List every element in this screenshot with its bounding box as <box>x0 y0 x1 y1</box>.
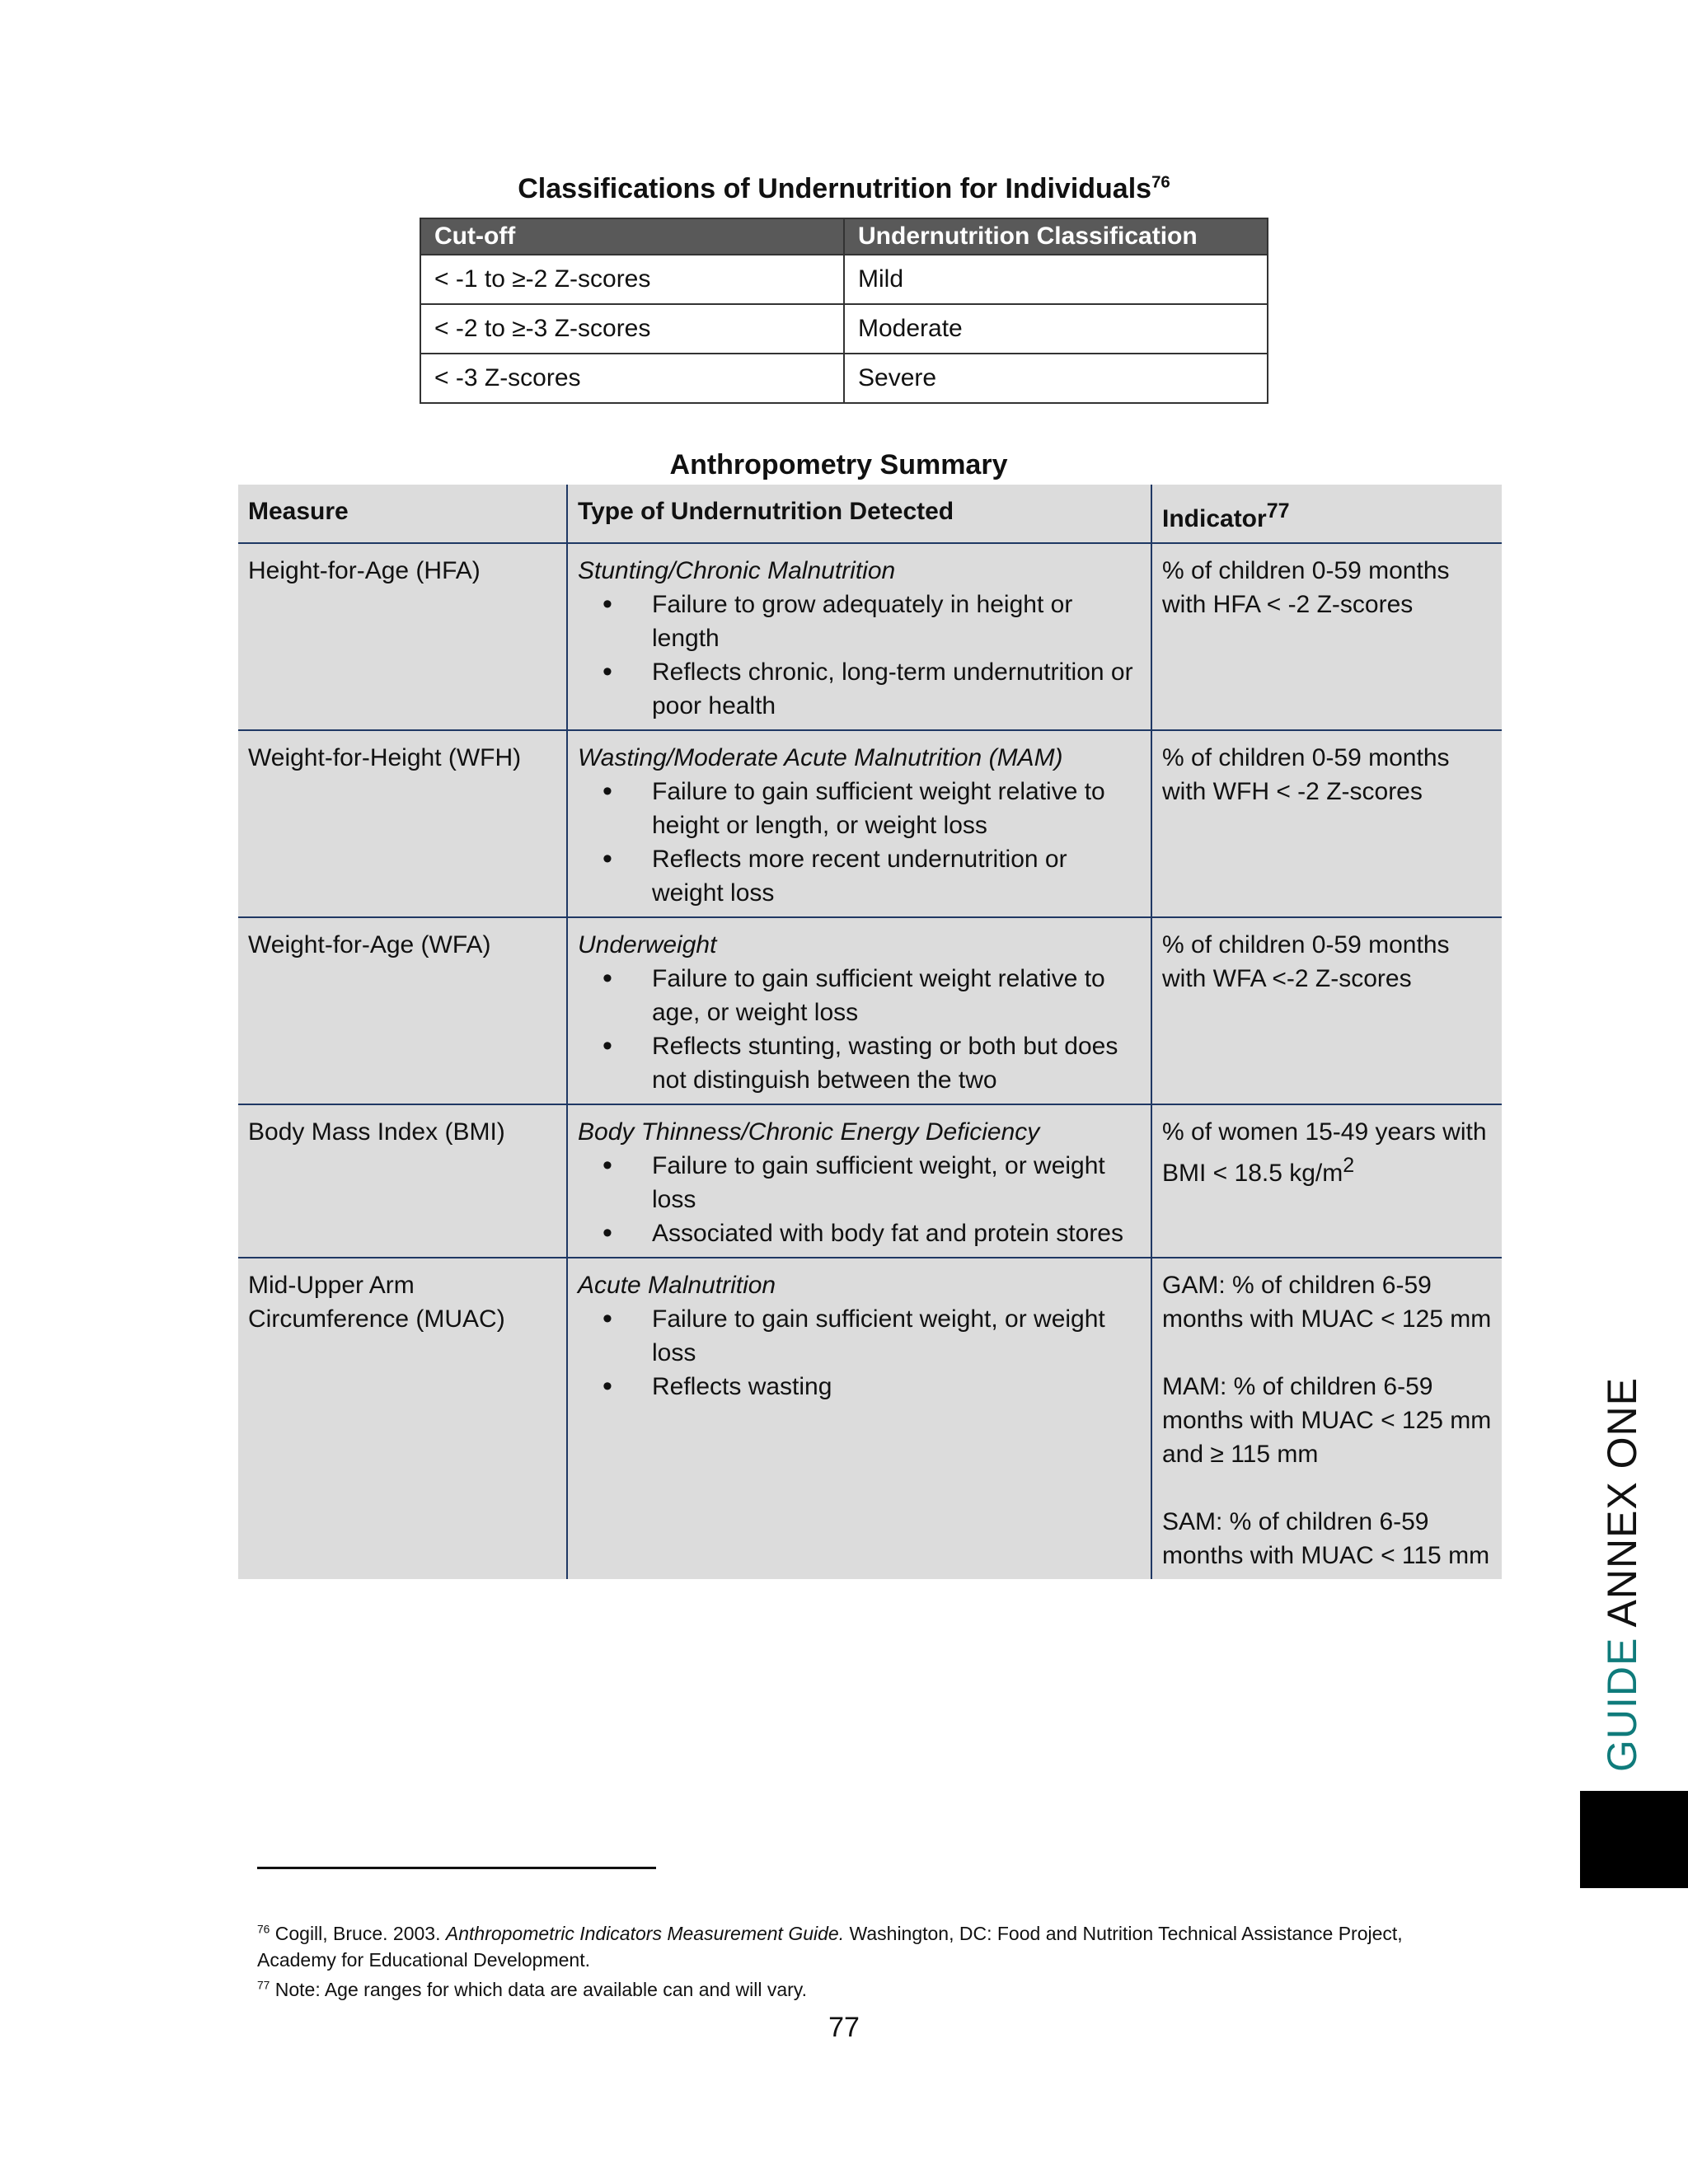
list-item: • Failure to grow adequately in height or length <box>578 588 1141 655</box>
type-cell <box>567 730 1151 917</box>
anthropometry-table-title: Anthropometry Summary <box>669 449 1008 480</box>
measure-cell: Weight-for-Age (WFA) <box>238 917 567 1104</box>
list-item: • Reflects stunting, wasting or both but does not distinguish between the two <box>578 1029 1141 1097</box>
header-indicator <box>1151 485 1502 543</box>
cutoff-cell: < -1 to ≥-2 Z-scores <box>420 255 844 304</box>
header-indicator-text: Indicator <box>1162 505 1267 532</box>
indicator-cell <box>1151 543 1502 730</box>
indicator-cell <box>1151 1104 1502 1258</box>
bullet-list <box>578 1149 1141 1250</box>
list-item: • Failure to gain sufficient weight, or weight loss <box>578 1302 1141 1370</box>
classifications-table-title <box>420 170 1268 208</box>
type-cell <box>567 1258 1151 1579</box>
type-cell <box>567 917 1151 1104</box>
undernutrition-type: Stunting/Chronic Malnutrition <box>578 557 896 584</box>
classification-cell: Severe <box>844 354 1268 403</box>
footnote-text-end: Washington, DC: Food and Nutrition Technical Assistance Project, Academy for Educational Development. <box>257 1923 1403 1971</box>
type-cell <box>567 543 1151 730</box>
table-row <box>420 354 1268 403</box>
undernutrition-type: Wasting/Moderate Acute Malnutrition (MAM) <box>578 744 1063 771</box>
footnote-number: 76 <box>257 1923 270 1936</box>
indicator-text-main: % of women 15-49 years with BMI < 18.5 kg/m <box>1162 1118 1487 1187</box>
header-cutoff: Cut-off <box>420 218 844 255</box>
list-item: • Reflects wasting <box>578 1370 1141 1404</box>
footnote-76 <box>257 1920 1444 1973</box>
table-row <box>238 730 1502 917</box>
indicator-text <box>1162 1115 1492 1190</box>
table-header-row <box>238 485 1502 543</box>
cutoff-cell: < -2 to ≥-3 Z-scores <box>420 304 844 354</box>
undernutrition-type: Body Thinness/Chronic Energy Deficiency <box>578 1118 1040 1146</box>
section-side-label <box>1597 1377 1647 1772</box>
indicator-cell <box>1151 1258 1502 1579</box>
cutoff-cell: < -3 Z-scores <box>420 354 844 403</box>
measure-cell: Mid-Upper Arm Circumference (MUAC) <box>238 1258 567 1579</box>
bullet-list <box>578 1302 1141 1404</box>
measure-cell: Weight-for-Height (WFH) <box>238 730 567 917</box>
anthropometry-summary-table <box>238 485 1502 1579</box>
table-row <box>238 543 1502 730</box>
indicator-cell <box>1151 730 1502 917</box>
table-row <box>420 304 1268 354</box>
footnote-citation-title: Anthropometric Indicators Measurement Guide. <box>445 1923 845 1944</box>
list-item: • Failure to gain sufficient weight, or weight loss <box>578 1149 1141 1216</box>
classification-cell: Moderate <box>844 304 1268 354</box>
header-measure: Measure <box>238 485 567 543</box>
side-label-guide: GUIDE <box>1599 1637 1645 1772</box>
list-item: • Failure to gain sufficient weight relative to age, or weight loss <box>578 962 1141 1029</box>
indicator-text: % of children 0-59 months with WFA <-2 Z-scores <box>1162 931 1450 992</box>
table-header-row <box>420 218 1268 255</box>
table-row <box>238 1104 1502 1258</box>
superscript-2: 2 <box>1343 1154 1355 1177</box>
classification-cell: Mild <box>844 255 1268 304</box>
section-tab-block <box>1580 1791 1688 1888</box>
header-classification: Undernutrition Classification <box>844 218 1268 255</box>
header-type: Type of Undernutrition Detected <box>567 485 1151 543</box>
bullet-list <box>578 775 1141 910</box>
undernutrition-type: Underweight <box>578 931 717 958</box>
list-item: • Reflects more recent undernutrition or weight loss <box>578 842 1141 910</box>
classifications-title-text: Classifications of Undernutrition for Individuals <box>518 173 1152 204</box>
type-cell <box>567 1104 1151 1258</box>
list-item: • Failure to gain sufficient weight relative to height or length, or weight loss <box>578 775 1141 842</box>
footnote-ref-76: 76 <box>1151 173 1170 192</box>
footnote-77 <box>257 1976 1444 2003</box>
bullet-list <box>578 962 1141 1097</box>
indicator-cell <box>1151 917 1502 1104</box>
indicator-text-gam: GAM: % of children 6-59 months with MUAC < 125 mm <box>1162 1272 1492 1333</box>
measure-cell: Height-for-Age (HFA) <box>238 543 567 730</box>
footnote-separator <box>257 1867 656 1869</box>
table-row <box>420 255 1268 304</box>
indicator-text-sam: SAM: % of children 6-59 months with MUAC < 115 mm <box>1162 1508 1490 1569</box>
side-label-annex: ANNEX ONE <box>1599 1377 1645 1638</box>
table-row <box>238 917 1502 1104</box>
footnote-number: 77 <box>257 1979 270 1992</box>
list-item: • Associated with body fat and protein stores <box>578 1216 1141 1250</box>
footnote-text-start: Cogill, Bruce. 2003. <box>274 1923 446 1944</box>
footnote-ref-77: 77 <box>1266 499 1290 523</box>
indicator-text-mam: MAM: % of children 6-59 months with MUAC < 125 mm and ≥ 115 mm <box>1162 1373 1492 1468</box>
undernutrition-type: Acute Malnutrition <box>578 1272 776 1299</box>
measure-cell: Body Mass Index (BMI) <box>238 1104 567 1258</box>
classifications-table <box>420 218 1268 404</box>
table-row <box>238 1258 1502 1579</box>
list-item: • Reflects chronic, long-term undernutrition or poor health <box>578 655 1141 723</box>
footnote-text: Note: Age ranges for which data are available can and will vary. <box>274 1979 807 2000</box>
bullet-list <box>578 588 1141 723</box>
indicator-text: % of children 0-59 months with HFA < -2 Z-scores <box>1162 557 1450 618</box>
page-number: 77 <box>828 2012 860 2043</box>
indicator-text: % of children 0-59 months with WFH < -2 Z-scores <box>1162 744 1450 805</box>
